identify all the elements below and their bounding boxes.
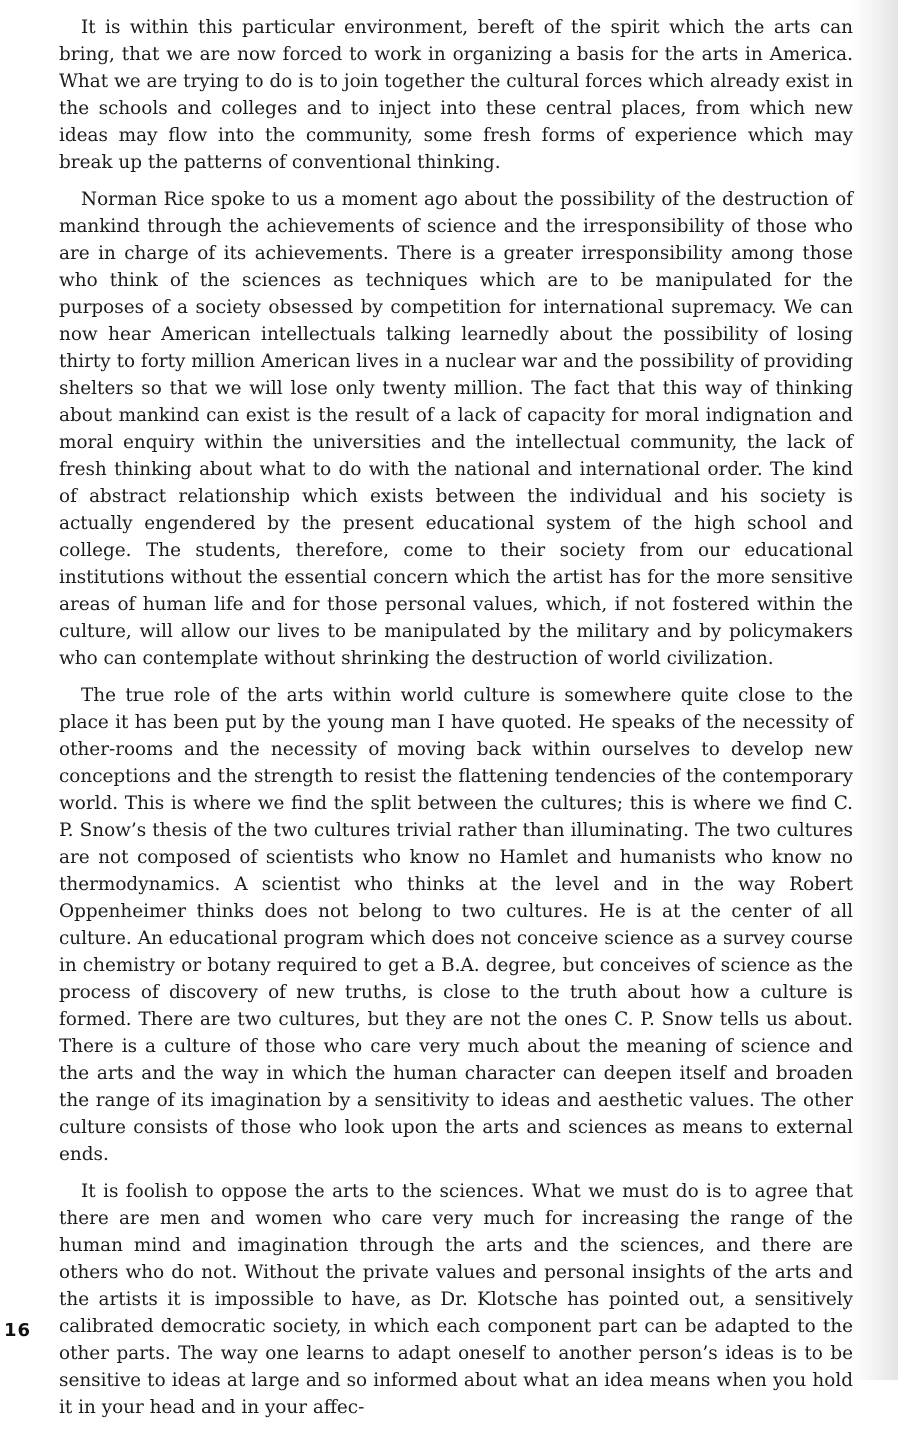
page-edge-shadow bbox=[852, 0, 898, 1380]
body-text bbox=[59, 14, 853, 1431]
paragraph-1: It is within this particular environment, bereft of the spirit which the arts can bring, that we are now forced to work in organizing a basis for the arts in America. What we are trying to do is to join together the cultural forces which already exist in the schools and colleges and to inject into these central places, from which new ideas may flow into the community, some fresh forms of experience which may break up the patterns of conventional thinking. bbox=[59, 17, 853, 173]
paragraph-4: It is foolish to oppose the arts to the sciences. What we must do is to agree that there are men and women who care very much for increasing the range of the human mind and imagination through the arts and the sciences, and there are others who do not. Without the private values and personal insights of the arts and the artists it is impossible to have, as Dr. Klotsche has pointed out, a sensitively calibrated democratic society, in which each component part can be adapted to the other parts. The way one learns to adapt oneself to another person’s ideas is to be sensitive to ideas at large and so informed about what an idea means when you hold it in your head and in your affec- bbox=[59, 1181, 853, 1418]
page-number: 16 bbox=[4, 1320, 32, 1341]
paragraph-2: Norman Rice spoke to us a moment ago about the possibility of the destruction of mankind through the achievements of science and the irresponsibility of those who are in charge of its achievements. There is a greater irresponsibility among those who think of the sciences as techniques which are to be manipulated for the purposes of a society obsessed by competition for international supremacy. We can now hear American intellectuals talking learnedly about the possibility of losing thirty to forty million American lives in a nuclear war and the possibility of providing shelters so that we will lose only twenty million. The fact that this way of thinking about mankind can exist is the result of a lack of capacity for moral indignation and moral enquiry within the universities and the intellectual community, the lack of fresh thinking about what to do with the national and international order. The kind of abstract relationship which exists between the individual and his society is actually engendered by the present educational system of the high school and college. The students, therefore, come to their society from our educational institutions without the essential concern which the artist has for the more sensitive areas of human life and for those personal values, which, if not fostered within the culture, will allow our lives to be manipulated by the military and by policymakers who can contemplate without shrinking the destruction of world civilization. bbox=[59, 189, 853, 669]
paragraph-3: The true role of the arts within world culture is somewhere quite close to the place it has been put by the young man I have quoted. He speaks of the necessity of other-rooms and the necessity of moving back within ourselves to develop new conceptions and the strength to resist the flattening tendencies of the contemporary world. This is where we find the split between the cultures; this is where we find C. P. Snow’s thesis of the two cultures trivial rather than illuminating. The two cultures are not composed of scientists who know no Hamlet and humanists who know no thermodynamics. A scientist who thinks at the level and in the way Robert Oppenheimer thinks does not belong to two cultures. He is at the center of all culture. An educational program which does not conceive science as a survey course in chemistry or botany required to get a B.A. degree, but conceives of science as the process of discovery of new truths, is close to the truth about how a culture is formed. There are two cultures, but they are not the ones C. P. Snow tells us about. There is a culture of those who care very much about the meaning of science and the arts and the way in which the human character can deepen itself and broaden the range of its imagination by a sensitivity to ideas and aesthetic values. The other culture consists of those who look upon the arts and sciences as means to external ends. bbox=[59, 685, 853, 1165]
